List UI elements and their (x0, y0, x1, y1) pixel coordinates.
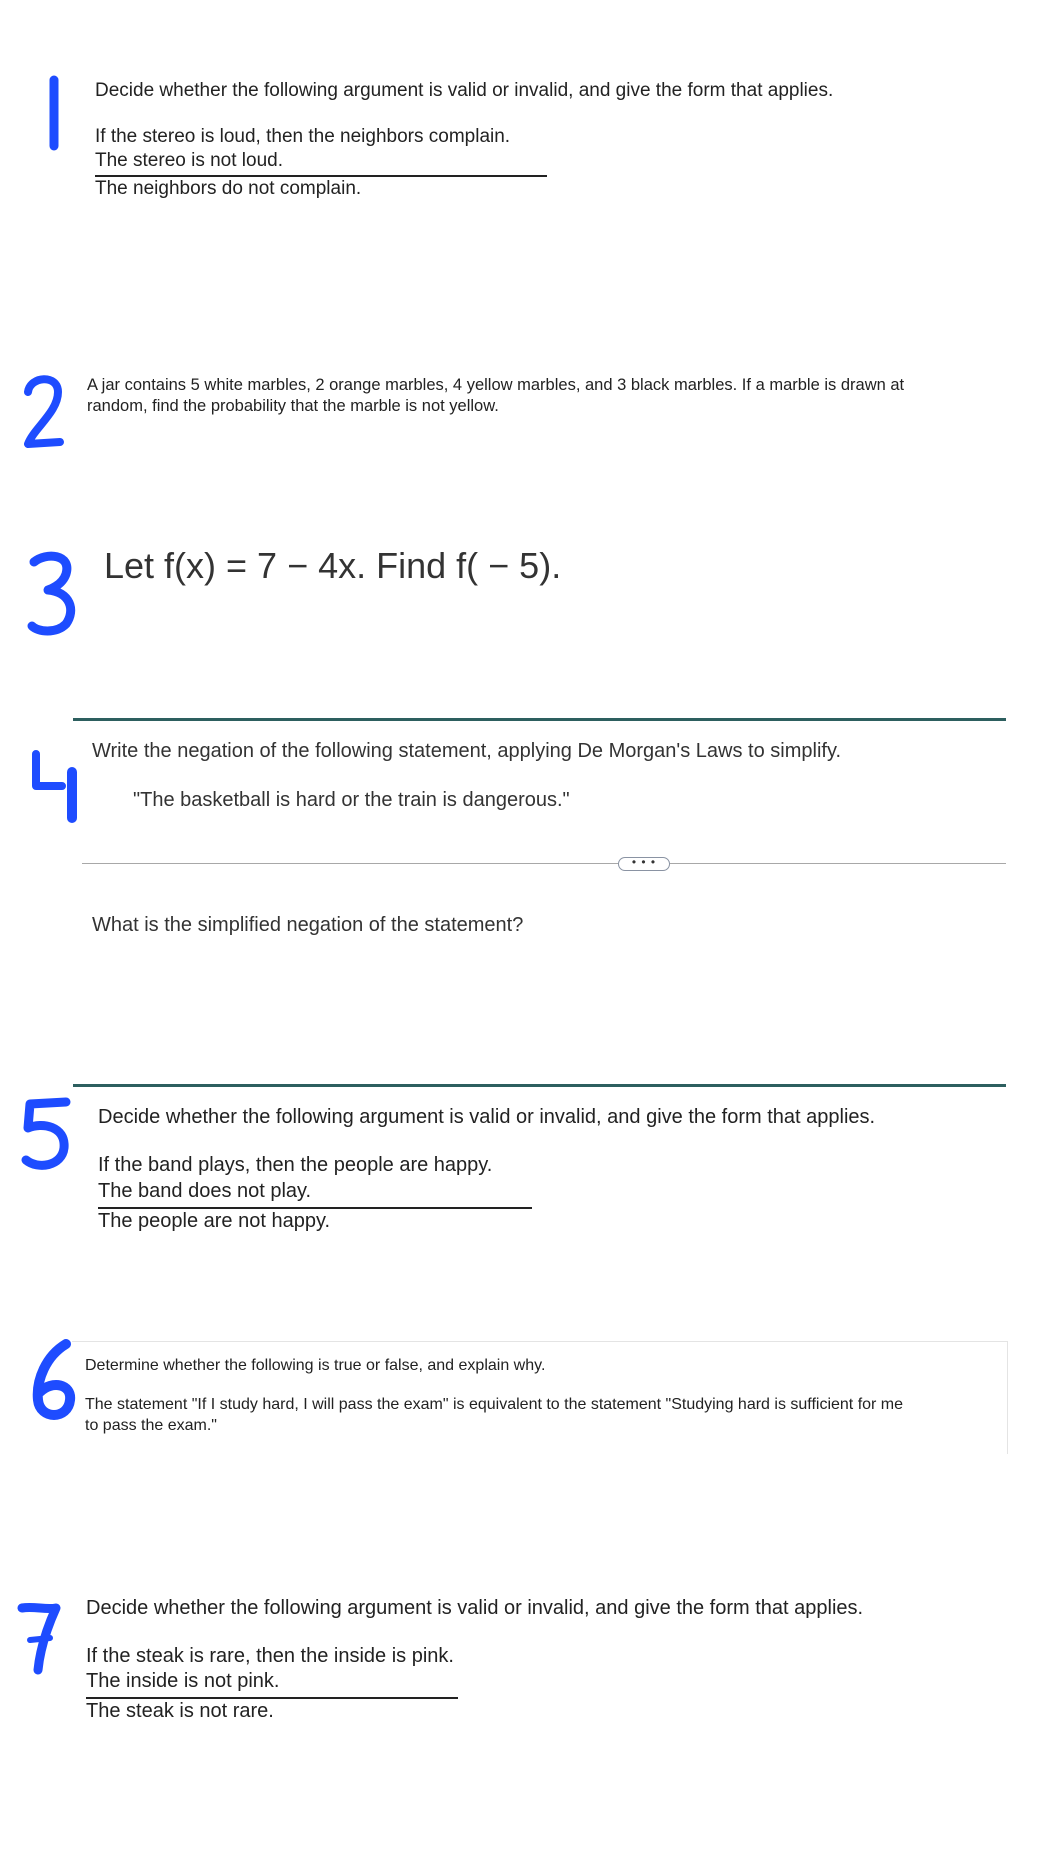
q7-premise-1: If the steak is rare, then the inside is pink. (86, 1645, 454, 1667)
handwritten-number-3-text: 3 (26, 550, 27, 551)
q3-function-problem: Let f(x) = 7 − 4x. Find f( − 5). (104, 545, 562, 586)
q1-premise-1: If the stereo is loud, then the neighbors complain. (95, 126, 511, 147)
handwritten-number-2 (20, 372, 68, 452)
q4-section-divider (82, 863, 1006, 864)
handwritten-number-6-text: 6 (26, 1336, 27, 1337)
handwritten-number-7-text: 7 (16, 1600, 17, 1601)
q5-conclusion: The people are not happy. (98, 1210, 331, 1232)
q4-top-rule (73, 718, 1006, 721)
q5-conclusion-divider (98, 1207, 532, 1209)
handwritten-number-7 (16, 1600, 62, 1676)
q2-text-line-2: random, find the probability that the marble is not yellow. (87, 397, 499, 415)
handwritten-number-5 (18, 1094, 74, 1174)
q1-conclusion-divider (95, 175, 547, 177)
q7-prompt: Decide whether the following argument is valid or invalid, and give the form that applies. (86, 1597, 864, 1619)
q1-conclusion: The neighbors do not complain. (95, 178, 362, 199)
q4-statement: "The basketball is hard or the train is dangerous." (133, 789, 570, 811)
q1-premise-2: The stereo is not loud. (95, 150, 283, 171)
handwritten-number-1 (44, 74, 64, 154)
handwritten-number-3 (26, 550, 80, 636)
q6-statement-line-2: to pass the exam." (85, 1417, 217, 1434)
q7-conclusion-divider (86, 1697, 458, 1699)
q5-prompt: Decide whether the following argument is valid or invalid, and give the form that applies. (98, 1106, 876, 1128)
q5-premise-2: The band does not play. (98, 1180, 312, 1202)
handwritten-number-6 (26, 1336, 82, 1426)
q6-statement-line-1: The statement "If I study hard, I will pass the exam" is equivalent to the statement "Studying hard is sufficient for me (85, 1396, 904, 1413)
expand-more-button[interactable]: • • • (618, 857, 670, 871)
q1-prompt: Decide whether the following argument is valid or invalid, and give the form that applies. (95, 80, 834, 101)
q6-prompt: Determine whether the following is true or false, and explain why. (85, 1357, 546, 1374)
q5-top-rule (73, 1084, 1006, 1087)
q5-premise-1: If the band plays, then the people are happy. (98, 1154, 493, 1176)
handwritten-number-2-text: 2 (20, 372, 21, 373)
q4-prompt: Write the negation of the following statement, applying De Morgan's Laws to simplify. (92, 740, 842, 762)
handwritten-number-1-text: 1 (44, 74, 45, 75)
q4-question: What is the simplified negation of the statement? (92, 914, 524, 936)
handwritten-number-4 (28, 748, 82, 824)
q7-premise-2: The inside is not pink. (86, 1670, 280, 1692)
handwritten-number-4-text: 4 (28, 748, 29, 749)
q7-conclusion: The steak is not rare. (86, 1700, 274, 1722)
handwritten-number-5-text: 5 (18, 1094, 19, 1095)
q2-text-line-1: A jar contains 5 white marbles, 2 orange marbles, 4 yellow marbles, and 3 black marbles. If a marble is drawn at (87, 376, 905, 394)
